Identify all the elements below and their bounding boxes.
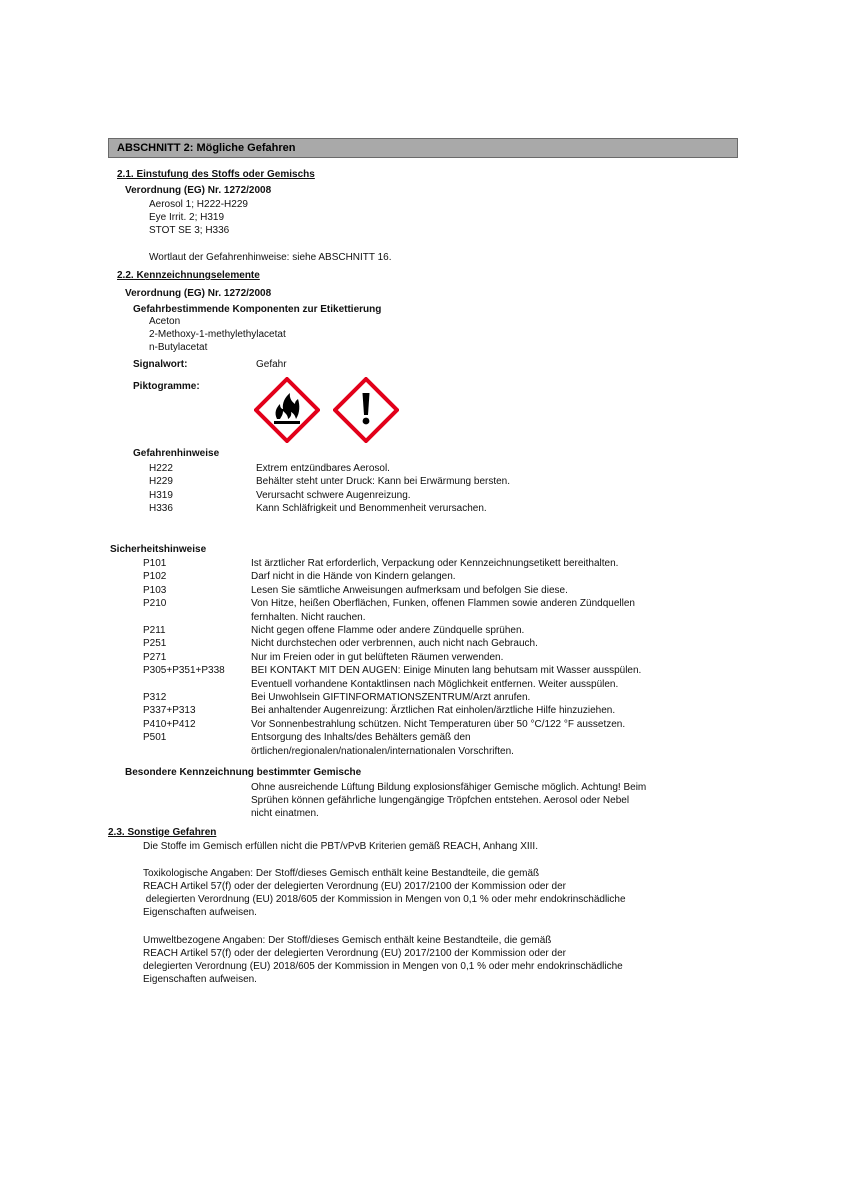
hazard-text: Behälter steht unter Druck: Kann bei Erwärmung bersten. — [256, 476, 511, 487]
precaution-code: P211 — [143, 625, 166, 636]
component-item: n-Butylacetat — [149, 342, 208, 353]
regulation-label: Verordnung (EG) Nr. 1272/2008 — [125, 288, 272, 299]
classification-line: Eye Irrit. 2; H319 — [149, 212, 225, 223]
precaution-text: örtlichen/regionalen/nationalen/internationalen Vorschriften. — [251, 746, 514, 757]
hazard-code: H336 — [149, 503, 173, 514]
precaution-text: Nicht durchstechen oder verbrennen, auch nicht nach Gebrauch. — [251, 638, 538, 649]
hazard-statements-label: Gefahrenhinweise — [133, 448, 220, 459]
flame-pictogram-icon — [254, 377, 320, 443]
precaution-text: Ist ärztlicher Rat erforderlich, Verpackung oder Kennzeichnungsetikett bereithalten. — [251, 558, 619, 569]
environment-line: Umweltbezogene Angaben: Der Stoff/dieses Gemisch enthält keine Bestandteile, die gemäß — [143, 935, 552, 946]
precaution-code: P501 — [143, 732, 167, 743]
signal-word-value: Gefahr — [256, 359, 287, 370]
hazard-wording-note: Wortlaut der Gefahrenhinweise: siehe ABSCHNITT 16. — [149, 252, 392, 263]
exclamation-pictogram-icon — [333, 377, 399, 443]
precaution-text: Von Hitze, heißen Oberflächen, Funken, offenen Flammen sowie anderen Zündquellen — [251, 598, 635, 609]
precaution-text: Entsorgung des Inhalts/des Behälters gemäß den — [251, 732, 471, 743]
precaution-code: P102 — [143, 571, 167, 582]
precaution-text: Nur im Freien oder in gut belüfteten Räumen verwenden. — [251, 652, 504, 663]
components-label: Gefahrbestimmende Komponenten zur Etikettierung — [133, 304, 382, 315]
special-labelling-line: Ohne ausreichende Lüftung Bildung explosionsfähiger Gemische möglich. Achtung! Beim — [251, 782, 647, 793]
precaution-text: Lesen Sie sämtliche Anweisungen aufmerksam und befolgen Sie diese. — [251, 585, 568, 596]
precaution-code: P101 — [143, 558, 167, 569]
precaution-text: Bei Unwohlsein GIFTINFORMATIONSZENTRUM/Arzt anrufen. — [251, 692, 531, 703]
precaution-text: Nicht gegen offene Flamme oder andere Zündquelle sprühen. — [251, 625, 525, 636]
hazard-code: H229 — [149, 476, 173, 487]
hazard-text: Verursacht schwere Augenreizung. — [256, 490, 411, 501]
pictograms-label: Piktogramme: — [133, 381, 200, 392]
special-labelling-line: nicht einatmen. — [251, 808, 319, 819]
precaution-code: P210 — [143, 598, 167, 609]
environment-line: delegierten Verordnung (EU) 2018/605 der Kommission in Mengen von 0,1 % oder mehr endokrinschädliche — [143, 961, 623, 972]
toxicology-line: Toxikologische Angaben: Der Stoff/dieses Gemisch enthält keine Bestandteile, die gemäß — [143, 868, 540, 879]
hazard-text: Kann Schläfrigkeit und Benommenheit verursachen. — [256, 503, 487, 514]
hazard-code: H319 — [149, 490, 173, 501]
section-2-3-title: 2.3. Sonstige Gefahren — [108, 827, 217, 838]
hazard-code: H222 — [149, 463, 173, 474]
precaution-text: fernhalten. Nicht rauchen. — [251, 612, 366, 623]
precaution-text: BEI KONTAKT MIT DEN AUGEN: Einige Minuten lang behutsam mit Wasser ausspülen. — [251, 665, 642, 676]
hazard-text: Extrem entzündbares Aerosol. — [256, 463, 390, 474]
pbt-statement: Die Stoffe im Gemisch erfüllen nicht die PBT/vPvB Kriterien gemäß REACH, Anhang XIII. — [143, 841, 538, 852]
precaution-text: Bei anhaltender Augenreizung: Ärztlichen Rat einholen/ärztliche Hilfe hinzuziehen. — [251, 705, 616, 716]
component-item: 2-Methoxy-1-methylethylacetat — [149, 329, 286, 340]
precaution-code: P103 — [143, 585, 167, 596]
section-header-title: ABSCHNITT 2: Mögliche Gefahren — [117, 142, 296, 154]
toxicology-line: REACH Artikel 57(f) oder der delegierten Verordnung (EU) 2017/2100 der Kommission oder der — [143, 881, 566, 892]
precaution-code: P410+P412 — [143, 719, 196, 730]
environment-line: Eigenschaften aufweisen. — [143, 974, 257, 985]
signal-word-label: Signalwort: — [133, 359, 188, 370]
precaution-text: Vor Sonnenbestrahlung schützen. Nicht Temperaturen über 50 °C/122 °F aussetzen. — [251, 719, 626, 730]
precaution-code: P337+P313 — [143, 705, 196, 716]
precaution-code: P305+P351+P338 — [143, 665, 225, 676]
special-labelling-label: Besondere Kennzeichnung bestimmter Gemische — [125, 767, 362, 778]
environment-line: REACH Artikel 57(f) oder der delegierten Verordnung (EU) 2017/2100 der Kommission oder der — [143, 948, 566, 959]
classification-line: Aerosol 1; H222-H229 — [149, 199, 248, 210]
toxicology-line: delegierten Verordnung (EU) 2018/605 der Kommission in Mengen von 0,1 % oder mehr endokrinschädliche — [143, 894, 626, 905]
section-2-1-title: 2.1. Einstufung des Stoffs oder Gemischs — [117, 169, 315, 180]
section-header — [108, 138, 738, 158]
component-item: Aceton — [149, 316, 181, 327]
precaution-text: Darf nicht in die Hände von Kindern gelangen. — [251, 571, 456, 582]
classification-line: STOT SE 3; H336 — [149, 225, 230, 236]
regulation-label: Verordnung (EG) Nr. 1272/2008 — [125, 185, 272, 196]
precaution-text: Eventuell vorhandene Kontaktlinsen nach Möglichkeit entfernen. Weiter ausspülen. — [251, 679, 619, 690]
precaution-code: P312 — [143, 692, 167, 703]
precautionary-statements-label: Sicherheitshinweise — [110, 544, 207, 555]
precaution-code: P251 — [143, 638, 167, 649]
special-labelling-line: Sprühen können gefährliche lungengängige Tröpfchen entstehen. Aerosol oder Nebel — [251, 795, 630, 806]
section-2-2-title: 2.2. Kennzeichnungselemente — [117, 270, 260, 281]
precaution-code: P271 — [143, 652, 167, 663]
toxicology-line: Eigenschaften aufweisen. — [143, 907, 257, 918]
